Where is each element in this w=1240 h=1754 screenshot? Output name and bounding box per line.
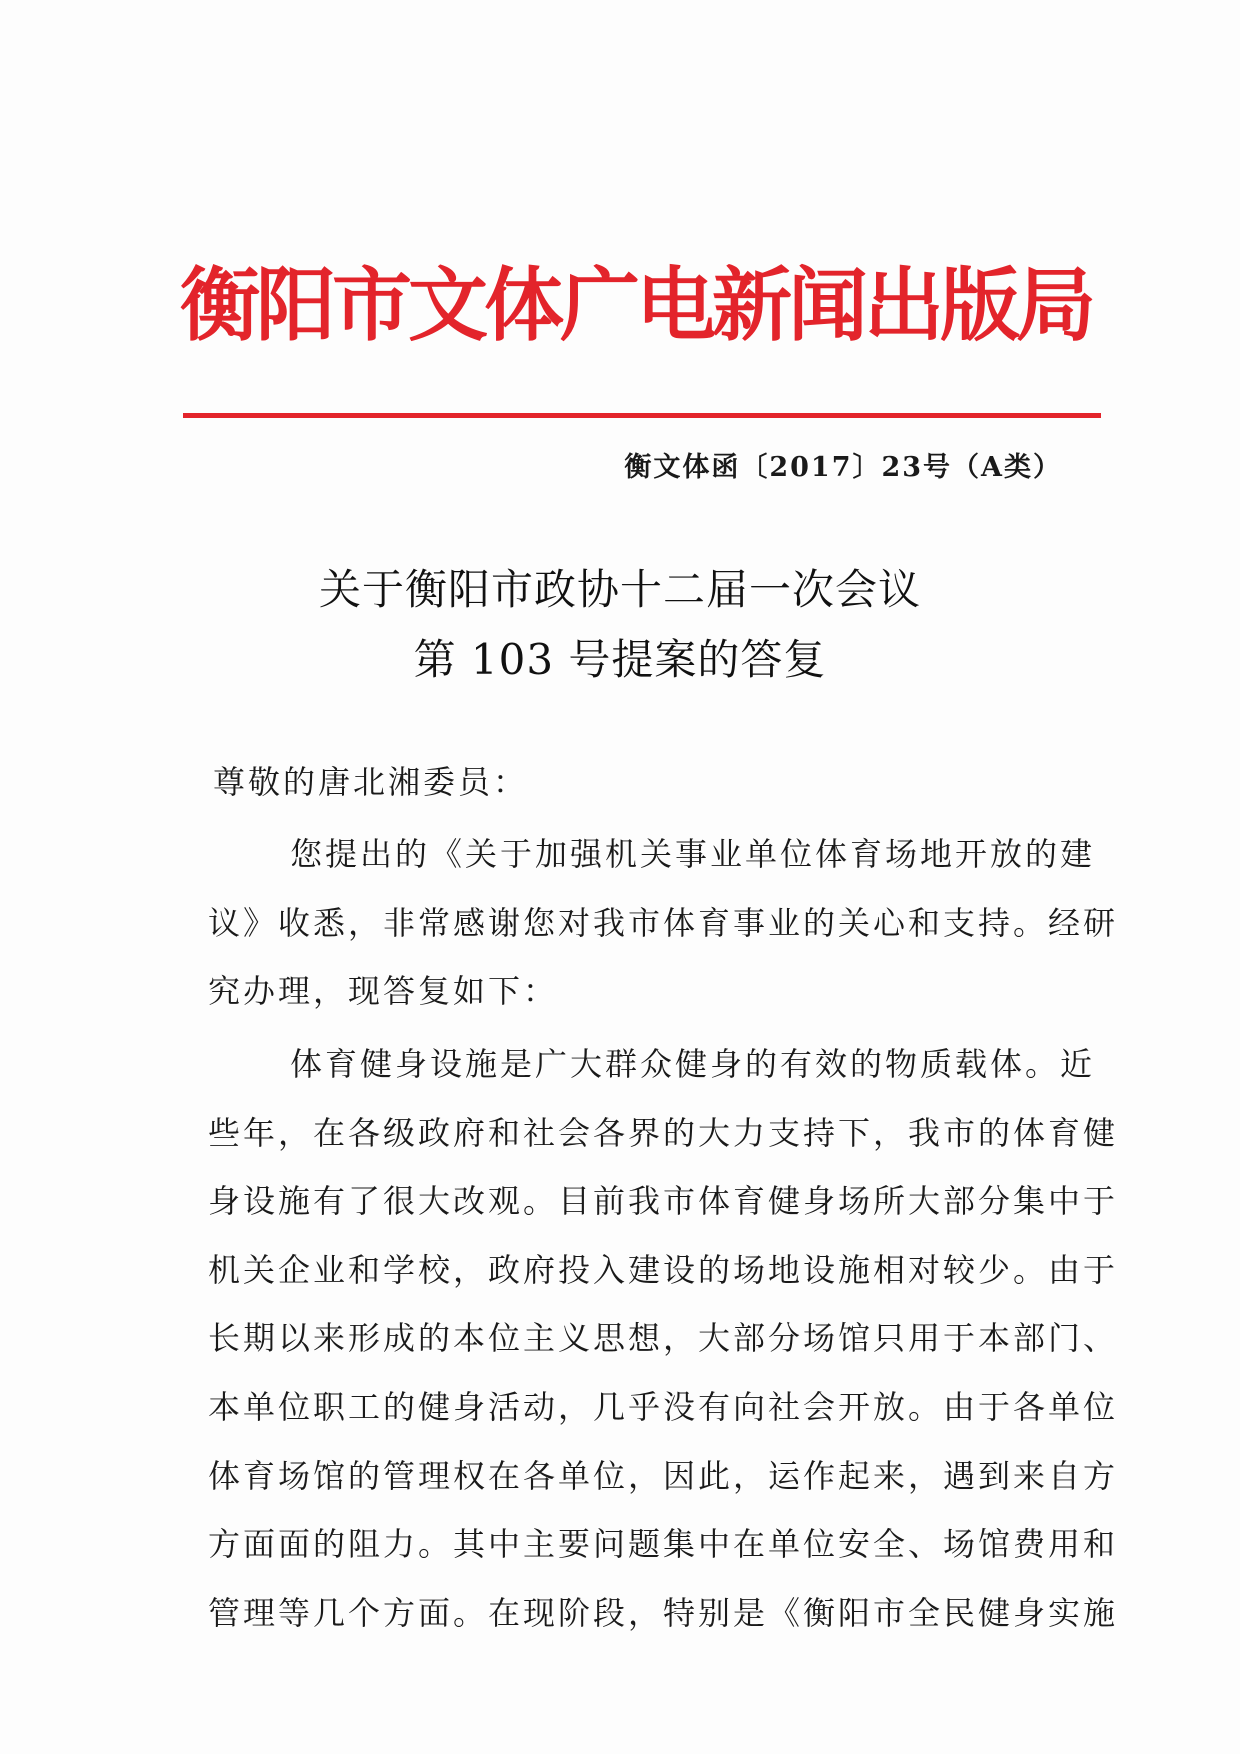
red-divider-line — [183, 413, 1101, 418]
paragraph-line: 机关企业和学校，政府投入建设的场地设施相对较少。由于 — [208, 1250, 1119, 1289]
paragraph-line: 些年，在各级政府和社会各界的大力支持下，我市的体育健 — [208, 1113, 1119, 1152]
paragraph-line: 议》收悉，非常感谢您对我市体育事业的关心和支持。经研 — [208, 903, 1119, 942]
document-number: 衡文体函〔2017〕23号（A类） — [624, 452, 1062, 483]
paragraph-line: 方面面的阻力。其中主要问题集中在单位安全、场馆费用和 — [208, 1525, 1119, 1564]
paragraph-1 — [208, 820, 1119, 1026]
agency-header: 衡阳市文体广电新闻出版局 — [180, 258, 1092, 352]
paragraph-line: 您提出的《关于加强机关事业单位体育场地开放的建 — [290, 835, 1096, 873]
document-title — [180, 555, 1060, 695]
paragraph-line: 究办理，现答复如下： — [208, 972, 559, 1011]
paragraph-line: 身设施有了很大改观。目前我市体育健身场所大部分集中于 — [208, 1182, 1119, 1221]
paragraph-line: 本单位职工的健身活动，几乎没有向社会开放。由于各单位 — [208, 1387, 1119, 1426]
salutation: 尊敬的唐北湘委员： — [213, 763, 529, 801]
paragraph-line: 长期以来形成的本位主义思想，大部分场馆只用于本部门、 — [208, 1319, 1119, 1358]
paragraph-line: 体育场馆的管理权在各单位，因此，运作起来，遇到来自方 — [208, 1456, 1119, 1495]
title-line-2: 第 103 号提案的答复 — [413, 635, 827, 684]
paragraph-line: 管理等几个方面。在现阶段，特别是《衡阳市全民健身实施 — [208, 1593, 1119, 1632]
paragraph-line: 体育健身设施是广大群众健身的有效的物质载体。近 — [290, 1045, 1096, 1083]
title-line-1: 关于衡阳市政协十二届一次会议 — [318, 565, 921, 614]
paragraph-2 — [208, 1030, 1119, 1647]
